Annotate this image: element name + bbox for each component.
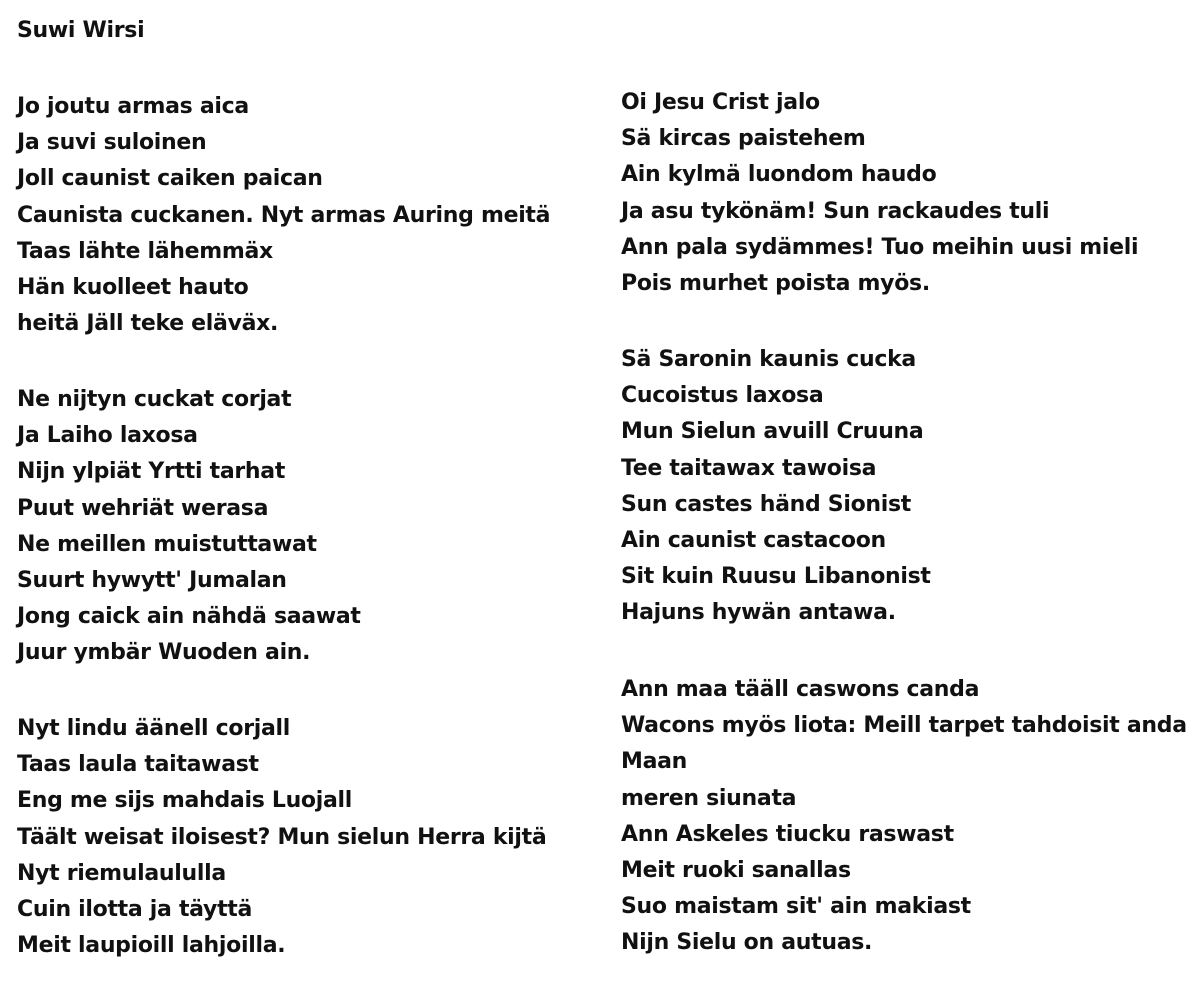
- verse-line: Joll caunist caiken paican: [17, 166, 323, 192]
- stanza: [17, 89, 550, 342]
- verse-line: Caunista cuckanen. Nyt armas Auring meitä: [17, 202, 551, 228]
- verse-line: Ann pala sydämmes! Tuo meihin uusi mieli: [621, 234, 1139, 260]
- verse-line: heitä Jäll teke eläväx.: [17, 311, 279, 337]
- verse-line: Ja suvi suloinen: [17, 130, 207, 156]
- verse-line: Cuin ilotta ja täyttä: [17, 896, 253, 922]
- verse-line: Puut wehriät werasa: [17, 495, 269, 521]
- verse-line: Täält weisat iloisest? Mun sielun Herra kijtä: [17, 824, 547, 850]
- stanza: [17, 711, 546, 964]
- verse-line: Tee taitawax tawoisa: [621, 455, 877, 481]
- verse-line: Ne nijtyn cuckat corjat: [17, 387, 292, 412]
- verse-line: Nyt riemulaululla: [17, 860, 226, 886]
- verse-line: Suo maistam sit' ain makiast: [621, 894, 971, 920]
- poem-title: Suwi Wirsi: [17, 18, 145, 43]
- verse-line: Ain caunist castacoon: [621, 527, 886, 553]
- verse-line: Hajuns hywän antawa.: [621, 600, 896, 626]
- verse-line: Suurt hywytt' Jumalan: [17, 567, 287, 593]
- verse-line: Jong caick ain nähdä saawat: [17, 604, 361, 630]
- verse-line: Ann maa tääll caswons canda: [621, 677, 980, 702]
- verse-line: Wacons myös liota: Meill tarpet tahdoisit anda: [621, 713, 1187, 739]
- verse-line: Ain kylmä luondom haudo: [621, 162, 937, 188]
- verse-line: Jo joutu armas aica: [17, 94, 249, 119]
- verse-line: Cucoistus laxosa: [621, 383, 824, 409]
- verse-line: Pois murhet poista myös.: [621, 270, 930, 296]
- verse-line: Taas lähte lähemmäx: [17, 238, 273, 264]
- verse-line: Mun Sielun avuill Cruuna: [621, 419, 924, 445]
- verse-line: Hän kuolleet hauto: [17, 274, 249, 300]
- verse-line: Ann Askeles tiucku raswast: [621, 821, 954, 847]
- stanza: [621, 85, 1138, 302]
- verse-line: Ne meillen muistuttawat: [17, 531, 317, 557]
- verse-line: Oi Jesu Crist jalo: [621, 90, 820, 115]
- verse-line: Ja asu tykönäm! Sun rackaudes tuli: [621, 198, 1050, 224]
- stanza: [621, 672, 1187, 962]
- verse-line: Sit kuin Ruusu Libanonist: [621, 564, 931, 590]
- verse-line: Sun castes händ Sionist: [621, 491, 911, 517]
- stanza: [621, 342, 931, 632]
- stanza: [17, 382, 361, 672]
- verse-line: Maan: [621, 749, 688, 775]
- verse-line: meren siunata: [621, 785, 797, 811]
- verse-line: Juur ymbär Wuoden ain.: [17, 640, 311, 666]
- verse-line: Taas laula taitawast: [17, 752, 259, 778]
- verse-line: Meit laupioill lahjoilla.: [17, 933, 286, 959]
- verse-line: Nijn Sielu on autuas.: [621, 930, 873, 956]
- verse-line: Nijn ylpiät Yrtti tarhat: [17, 459, 286, 485]
- verse-line: Nyt lindu äänell corjall: [17, 716, 291, 741]
- verse-line: Sä Saronin kaunis cucka: [621, 347, 916, 372]
- verse-line: Eng me sijs mahdais Luojall: [17, 788, 353, 814]
- verse-line: Ja Laiho laxosa: [17, 423, 198, 449]
- verse-line: Sä kircas paistehem: [621, 126, 866, 152]
- verse-line: Meit ruoki sanallas: [621, 857, 851, 883]
